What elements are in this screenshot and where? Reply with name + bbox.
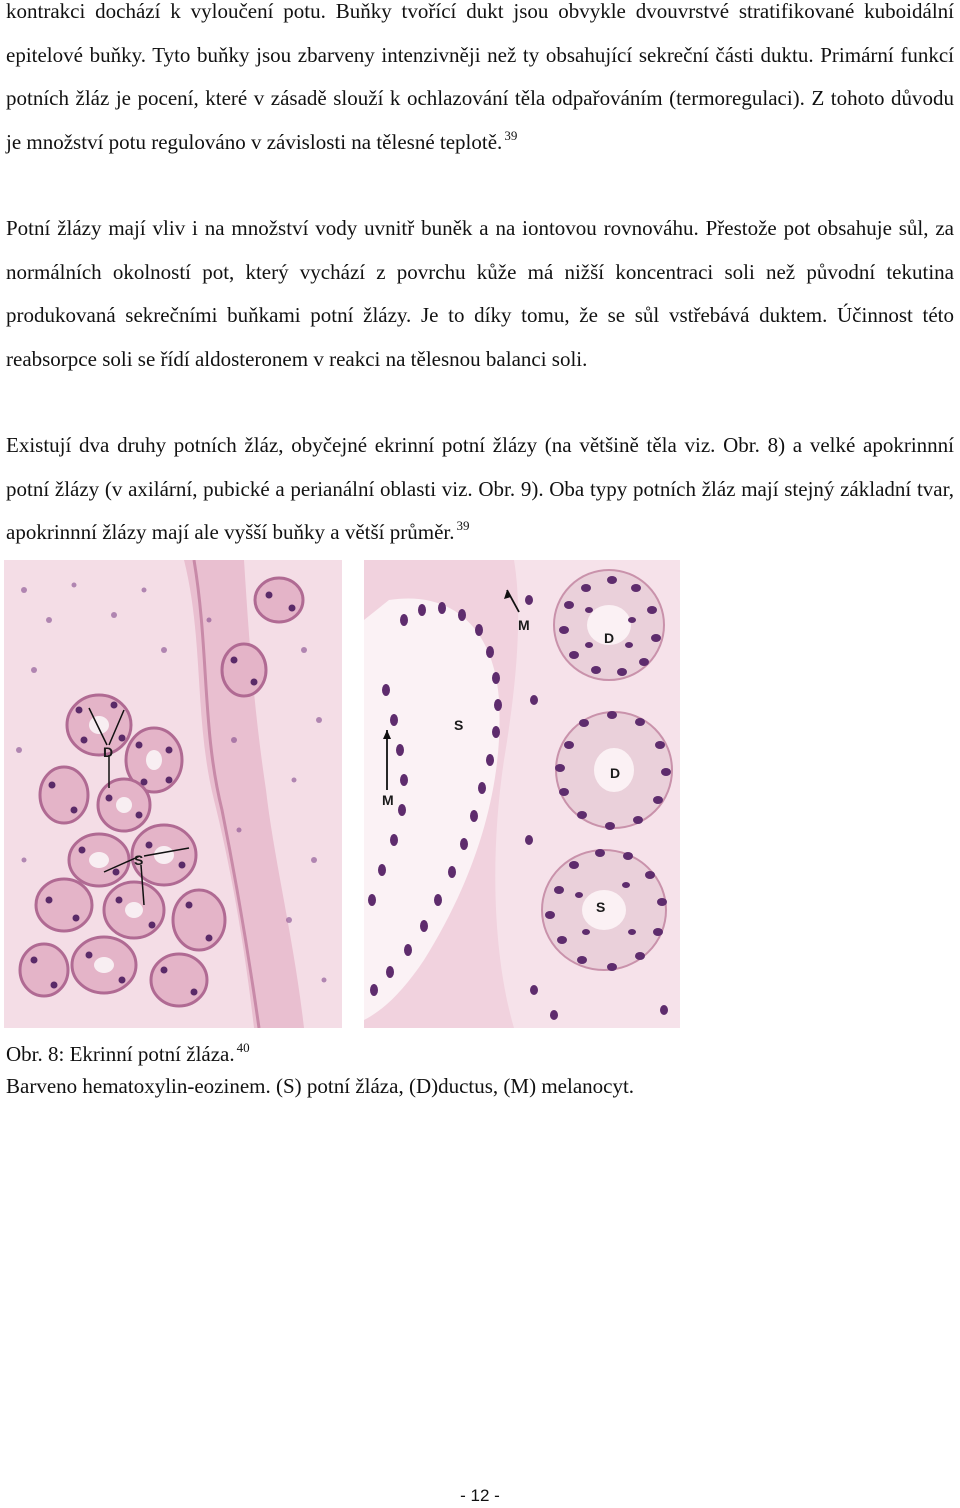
histology-image-right	[364, 560, 680, 1028]
label-melanocyte-top: M	[518, 617, 530, 633]
micrograph-low-magnification	[4, 560, 342, 1028]
label-secretory-bottom: S	[596, 899, 606, 915]
paragraph-text: kontrakci dochází k vyloučení potu. Buňky tvořící dukt jsou obvykle dvouvrstvé stratifikované kuboidální epitelové buňky. Tyto buňky jsou zbarveny intenzivněji než ty obsahující sekreční části duktu. Primární funkcí potních žláz je pocení, které v zásadě slouží k ochlazování těla odpařováním (termoregulaci). Z tohoto důvodu je množství potu regulováno v závislosti na tělesné teplotě.	[6, 0, 954, 154]
footnote-ref: 39	[456, 518, 470, 533]
eccrine-gland-figure	[4, 560, 680, 1028]
caption-footnote-ref: 40	[236, 1040, 250, 1055]
paragraph-text: Existují dva druhy potních žláz, obyčejné ekrinní potní žlázy (na většině těla viz. Obr. 8) a velké apokrinnní potní žlázy (v axilární, pubické a perianální oblasti viz. Obr. 9). Oba typy potních žláz mají stejný základní tvar, apokrinnní žlázy mají ale vyšší buňky a větší průměr.	[6, 433, 954, 544]
label-duct-left: D	[103, 744, 114, 760]
paragraph-sweat-function	[6, 0, 954, 164]
footnote-ref: 39	[504, 127, 518, 143]
paragraph-text: Potní žlázy mají vliv i na množství vody uvnitř buněk a na iontovou rovnováhu. Přestože pot obsahuje sůl, za normálních okolností pot, který vychází z povrchu kůže má nižší koncentraci soli než původní tekutina produkovaná sekrečními buňkami potní žlázy. Je to díky tomu, že se sůl vstřebává duktem. Účinnost této reabsorpce soli se řídí aldosteronem v reakci na tělesnou balanci soli.	[6, 216, 954, 371]
label-duct-middle: D	[610, 765, 621, 781]
label-melanocyte-left: M	[382, 792, 394, 808]
label-secretory-left: S	[134, 852, 144, 868]
caption-description-text: Barveno hematoxylin-eozinem. (S) potní žláza, (D)ductus, (M) melanocyt.	[6, 1074, 635, 1098]
page-number: - 12 -	[460, 1486, 500, 1505]
figure-caption-title	[6, 1041, 250, 1067]
figure-caption-description	[6, 1073, 634, 1099]
paragraph-gland-types	[6, 424, 954, 555]
paragraph-ion-balance	[6, 207, 954, 381]
histology-image-left	[4, 560, 342, 1028]
label-secretory-lumen: S	[454, 717, 464, 733]
micrograph-high-magnification	[364, 560, 680, 1028]
caption-title-text: Obr. 8: Ekrinní potní žláza.	[6, 1042, 235, 1066]
label-duct-top: D	[604, 630, 615, 646]
